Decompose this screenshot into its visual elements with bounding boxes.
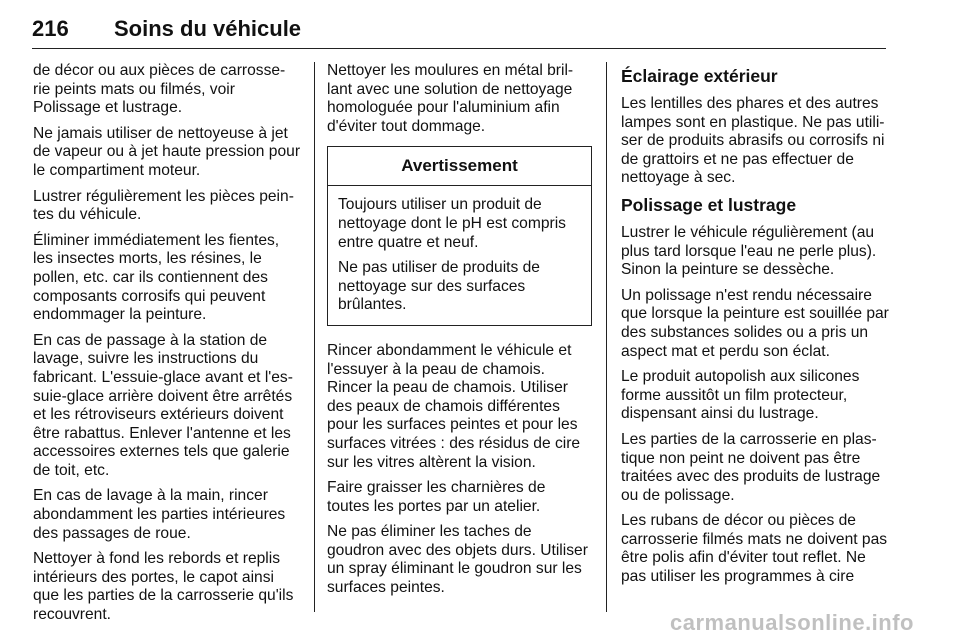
column-left (33, 62, 301, 632)
page-title: Soins du véhicule (114, 16, 302, 41)
warning-box (327, 146, 592, 326)
paragraph: Les parties de la carrosserie en plas-tique non peint ne doivent pas être traitées avec des produits de lustrage ou de polissage. (621, 430, 881, 504)
paragraph: Ne jamais utiliser de nettoyeuse à jet de vapeur ou à jet haute pression pour le compartiment moteur. (33, 124, 301, 179)
paragraph: Faire graisser les charnières de toutes les portes par un atelier. (327, 479, 546, 515)
paragraph: Lustrer le véhicule régulièrement (au plus tard lorsque l'eau ne perle plus). Sinon la peinture se dessèche. (621, 223, 877, 279)
paragraph: Nettoyer à fond les rebords et replis intérieurs des portes, le capot ainsi que les parties de la carrosserie qu'ils recouvrent. (33, 550, 294, 624)
paragraph: Nettoyer les moulures en métal bril-lant avec une solution de nettoyage homologuée pour l'aluminium afin d'éviter tout dommage. (327, 62, 574, 135)
paragraph: Rincer abondamment le véhicule et l'essuyer à la peau de chamois. Rincer la peau de chamois. Utiliser des peaux de chamois différentes pour les surfaces peintes et pour les surfaces vitrées : des résidus de cire sur les vitres altèrent la vision. (327, 341, 581, 471)
paragraph: Éliminer immédiatement les fientes, les insectes morts, les résines, le pollen, etc. car ils contiennent des composants corrosifs qui peuvent endommager la peinture. (33, 231, 280, 324)
watermark: carmanualsonline.info (670, 610, 914, 635)
paragraph: En cas de passage à la station de lavage, suivre les instructions du fabricant. L'essuie-glace avant et l'es-suie-glace arrière doivent être arrêtés et les rétroviseurs extérieurs doivent être rabattus. Enlever l'antenne et les accessoires externes tels que galerie de toit, etc. (33, 331, 293, 479)
paragraph: Le produit autopolish aux silicones forme aussitôt un film protecteur, dispensant ainsi du lustrage. (621, 368, 860, 423)
section-heading: Éclairage extérieur (621, 66, 778, 86)
paragraph: Les rubans de décor ou pièces de carrosserie filmés mats ne doivent pas être polis afin d'éviter tout reflet. Ne pas utiliser les programmes à cire (621, 512, 888, 586)
paragraph: de décor ou aux pièces de carrosse-rie peints mats ou filmés, voir Polissage et lustrage. (33, 62, 286, 117)
paragraph: En cas de lavage à la main, rincer abondamment les parties intérieures des passages de roue. (33, 487, 286, 542)
paragraph: Un polissage n'est rendu nécessaire que lorsque la peinture est souillée par des substances solides ou a pris un aspect mat et perdu son éclat. (621, 286, 889, 360)
paragraph: Ne pas éliminer les taches de goudron avec des objets durs. Utiliser un spray éliminant le goudron sur les surfaces peintes. (327, 523, 588, 597)
column-divider (314, 62, 315, 612)
paragraph: Les lentilles des phares et des autres lampes sont en plastique. Ne pas utili-ser de produits abrasifs ou corrosifs ni de grattoirs et ne pas effectuer de nettoyage à sec. (621, 95, 885, 187)
warning-paragraph: Ne pas utiliser de produits de nettoyage sur des surfaces brûlantes. (338, 259, 540, 314)
paragraph: Lustrer régulièrement les pièces pein-tes du véhicule. (33, 187, 294, 224)
warning-paragraph: Toujours utiliser un produit de nettoyage dont le pH est compris entre quatre et neuf. (338, 196, 566, 251)
warning-body (328, 186, 591, 325)
column-divider (606, 62, 607, 612)
column-right (621, 62, 889, 594)
page-number: 216 (32, 16, 69, 41)
section-heading: Polissage et lustrage (621, 194, 797, 215)
page-header (32, 10, 886, 49)
warning-title: Avertissement (328, 147, 591, 186)
column-middle (327, 62, 592, 605)
